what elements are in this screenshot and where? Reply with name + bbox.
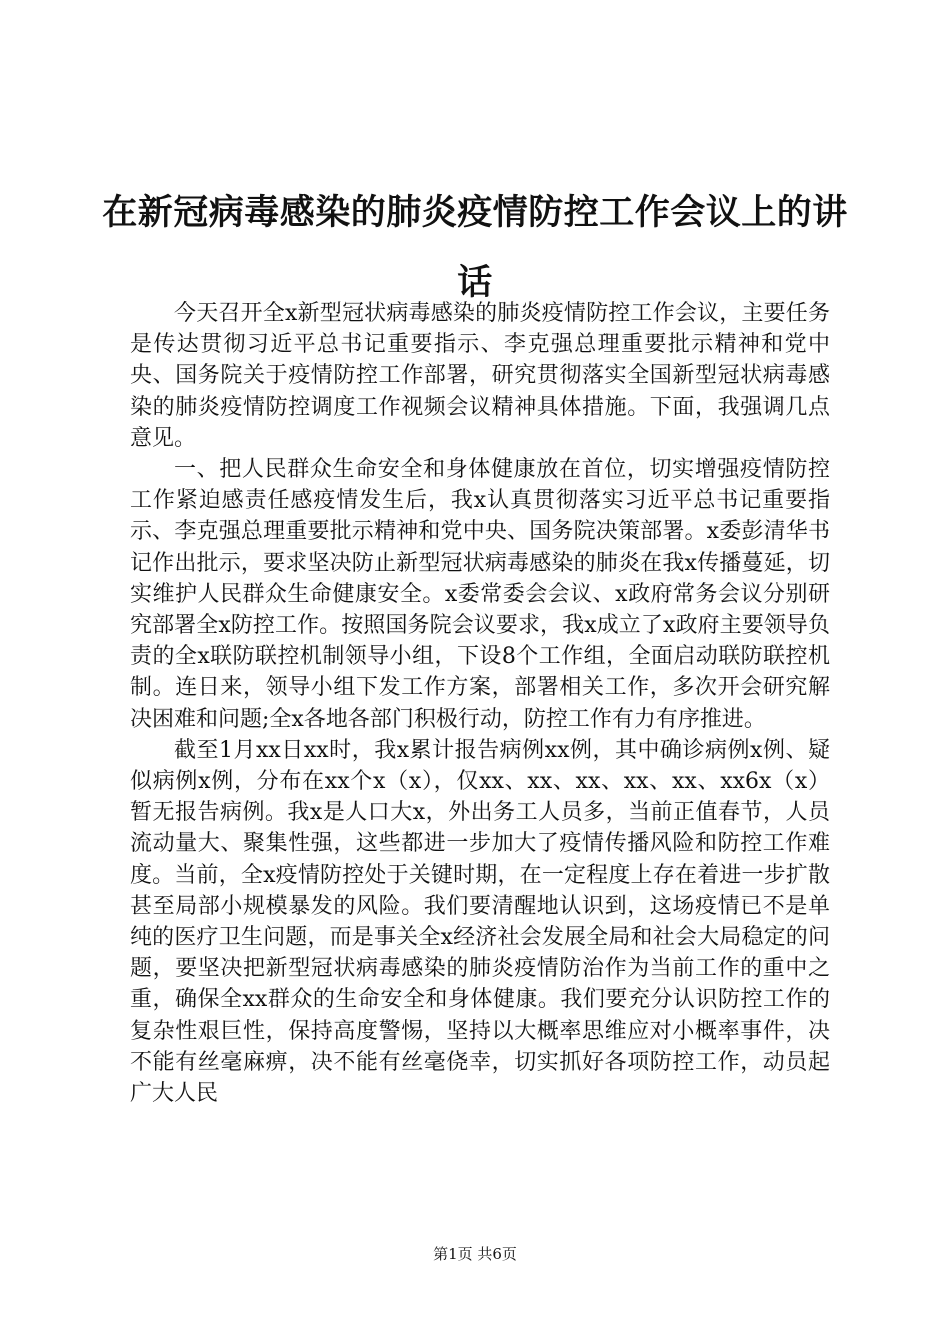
page-number: 第1页 共6页 bbox=[433, 1245, 517, 1263]
document-body bbox=[130, 298, 830, 1109]
document-title: 在新冠病毒感染的肺炎疫情防控工作会议上的讲话 bbox=[102, 193, 848, 303]
paragraph-case-status: 截至1月xx日xx时，我x累计报告病例xx例，其中确诊病例x例、疑似病例x例，分布在xx个x（x），仅xx、xx、xx、xx、xx、xx6x（x）暂无报告病例。我x是人口大x，外出务工人员多，当前正值春节，人员流动量大、聚集性强，这些都进一步加大了疫情传播风险和防控工作难度。当前，全x疫情防控处于关键时期，在一定程度上存在着进一步扩散甚至局部小规模暴发的风险。我们要清醒地认识到，这场疫情已不是单纯的医疗卫生问题，而是事关全x经济社会发展全局和社会大局稳定的问题，要坚决把新型冠状病毒感染的肺炎疫情防治作为当前工作的重中之重，确保全xx群众的生命安全和身体健康。我们要充分认识防控工作的复杂性艰巨性，保持高度警惕，坚持以大概率思维应对小概率事件，决不能有丝毫麻痹，决不能有丝毫侥幸，切实抓好各项防控工作，动员起广大人民 bbox=[130, 737, 830, 1107]
paragraph-section-one: 一、把人民群众生命安全和身体健康放在首位，切实增强疫情防控工作紧迫感责任感疫情发生后，我x认真贯彻落实习近平总书记重要指示、李克强总理重要批示精神和党中央、国务院决策部署。x委彭清华书记作出批示，要求坚决防止新型冠状病毒感染的肺炎在我x传播蔓延，切实维护人民群众生命健康安全。x委常委会会议、x政府常务会议分别研究部署全x防控工作。按照国务院会议要求，我x成立了x政府主要领导负责的全x联防联控机制领导小组，下设8个工作组，全面启动联防联控机制。连日来，领导小组下发工作方案，部署相关工作，多次开会研究解决困难和问题;全x各地各部门积极行动，防控工作有力有序推进。 bbox=[130, 457, 830, 732]
paragraph-intro: 今天召开全x新型冠状病毒感染的肺炎疫情防控工作会议，主要任务是传达贯彻习近平总书记重要指示、李克强总理重要批示精神和党中央、国务院关于疫情防控工作部署，研究贯彻落实全国新型冠状病毒感染的肺炎疫情防控调度工作视频会议精神具体措施。下面，我强调几点意见。 bbox=[130, 301, 830, 451]
